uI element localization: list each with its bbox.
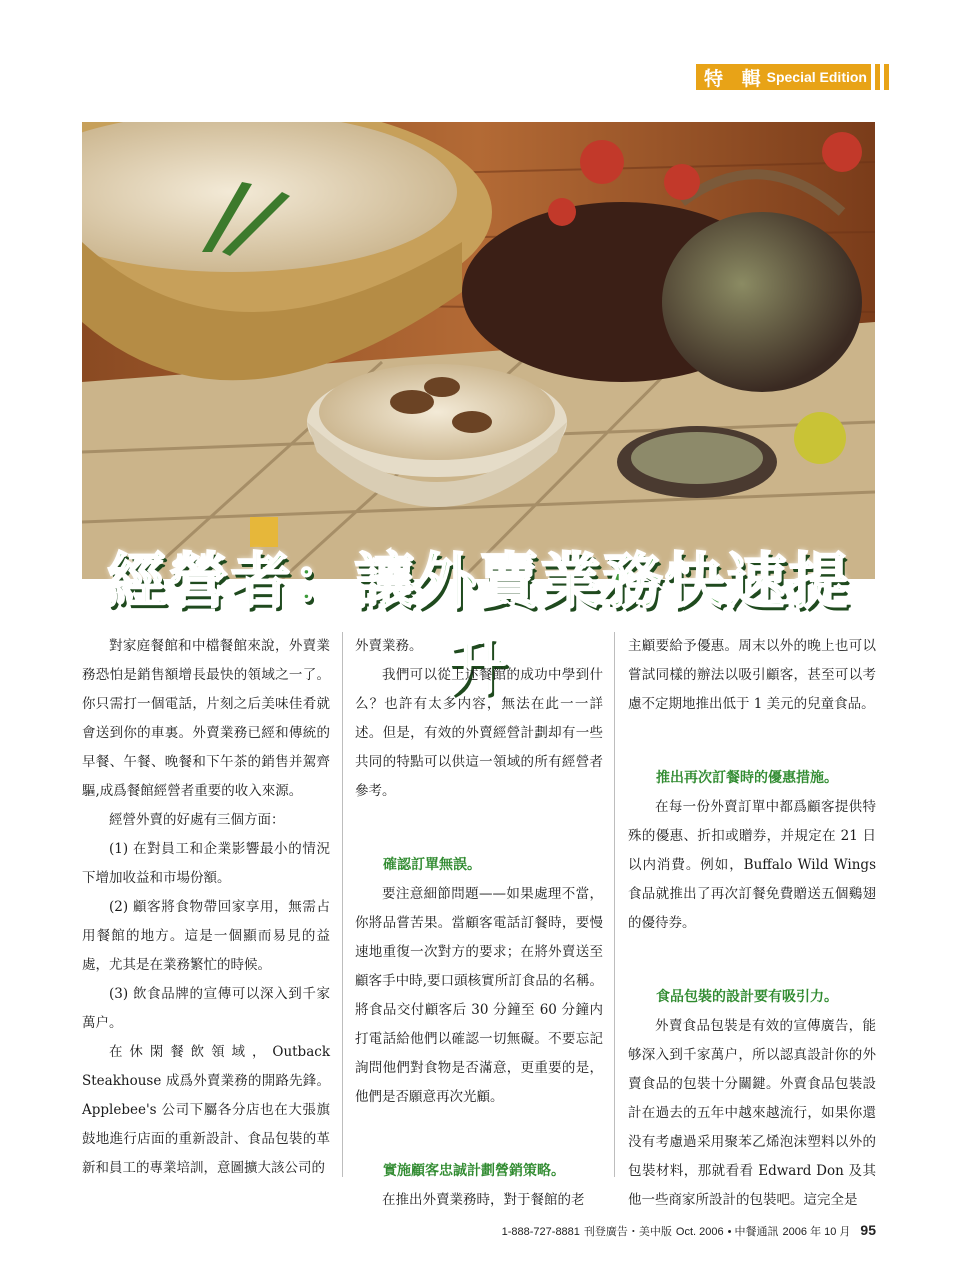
column-divider-1 (342, 632, 343, 1177)
paragraph: (1) 在對員工和企業影響最小的情況下增加收益和市場份額。 (82, 841, 330, 886)
page-number: 95 (860, 1222, 876, 1238)
paragraph: 我們可以從上述餐館的成功中學到什么？也許有太多内容，無法在此一一詳述。但是，有效的外賣經營計劃却有一些共同的特點可以供這一領域的所有經營者參考。 (355, 667, 603, 799)
footer-date-zh: 2006 年 10 月 (782, 1226, 851, 1238)
paragraph: 經營外賣的好處有三個方面： (109, 812, 285, 828)
paragraph: 外賣食品包裝是有效的宣傳廣告，能够深入到千家萬户，所以認真設計你的外賣食品的包裝十分關鍵。外賣食品包裝設計在過去的五年中越來越流行，如果你還没有考慮過采用聚苯乙烯泡沫塑料以外的包裝材料，那就看看 Edward Don 及其他一些商家所設計的包裝吧。這完全是 (628, 1018, 876, 1208)
footer-date-en: Oct. 2006 (675, 1226, 724, 1238)
footer-publication-2: • 中餐通訊 (727, 1226, 779, 1238)
subheading: 實施顧客忠誠計劃營銷策略。 (383, 1163, 565, 1179)
paragraph: 在推出外賣業務時，對于餐館的老 (382, 1192, 585, 1208)
footer-publication: 刊登廣告・美中版 (583, 1226, 672, 1238)
paragraph: 外賣業務。 (355, 638, 423, 654)
food-photo (82, 122, 875, 579)
article-column-1 (82, 632, 330, 1183)
article-column-2 (355, 632, 603, 1215)
column-divider-2 (614, 632, 615, 1177)
paragraph: 在每一份外賣訂單中都爲顧客提供特殊的優惠、折扣或贈券，并規定在 21 日以内消費。例如，Buffalo Wild Wings 食品就推出了再次訂餐免費贈送五個鷄翅的優待券。 (628, 799, 876, 931)
page-footer (502, 1222, 876, 1239)
subheading: 確認訂單無誤。 (383, 857, 481, 873)
spacer (355, 1112, 603, 1141)
paragraph: 主顧要給予優惠。周末以外的晚上也可以嘗試同樣的辦法以吸引顧客，甚至可以考慮不定期地推出低于 1 美元的兒童食品。 (628, 638, 876, 712)
section-tag-zh: 特 輯 (704, 67, 767, 90)
paragraph: (3) 飲食品牌的宣傳可以深入到千家萬户。 (82, 986, 330, 1031)
food-photo-illustration (82, 122, 875, 579)
article-column-3 (628, 632, 876, 1215)
spacer (355, 806, 603, 835)
spacer (628, 938, 876, 967)
paragraph: (2) 顧客將食物帶回家享用，無需占用餐館的地方。這是一個顯而易見的益處，尤其是在業務繁忙的時候。 (82, 899, 330, 973)
paragraph: 對家庭餐館和中檔餐館來說，外賣業務恐怕是銷售額增長最快的領域之一了。你只需打一個電話，片刻之后美味佳肴就會送到你的車裏。外賣業務已經和傳統的早餐、午餐、晚餐和下午茶的銷售并駕齊驅,成爲餐館經營者重要的收入來源。 (82, 638, 330, 799)
tag-bar-1 (875, 64, 880, 90)
subheading: 食品包裝的設計要有吸引力。 (656, 989, 838, 1005)
subheading: 推出再次訂餐時的優惠措施。 (656, 770, 838, 786)
headline: 經營者：讓外賣業務快速提升 (106, 547, 851, 703)
paragraph: 在休閑餐飲領域，Outback Steakhouse 成爲外賣業務的開路先鋒。Applebee's 公司下屬各分店也在大張旗鼓地進行店面的重新設計、食品包裝的革新和員工的專業培訓，意圖擴大該公司的 (82, 1044, 330, 1176)
tag-bar-2 (884, 64, 889, 90)
special-edition-label (696, 64, 889, 90)
footer-phone: 1-888-727-8881 (501, 1226, 580, 1238)
paragraph: 要注意細節問題——如果處理不當，你將品嘗苦果。當顧客電話訂餐時，要慢速地重復一次對方的要求；在將外賣送至顧客手中時,要口頭核實所訂食品的名稱。將食品交付顧客后 30 分鐘至 60 分鐘内打電話給他們以確認一切無礙。不要忘記詢問他們對食物是否滿意，更重要的是，他們是否願意再次光顧。 (355, 886, 603, 1105)
spacer (628, 719, 876, 748)
section-tag (696, 64, 871, 90)
section-tag-en: Special Edition (766, 69, 867, 85)
